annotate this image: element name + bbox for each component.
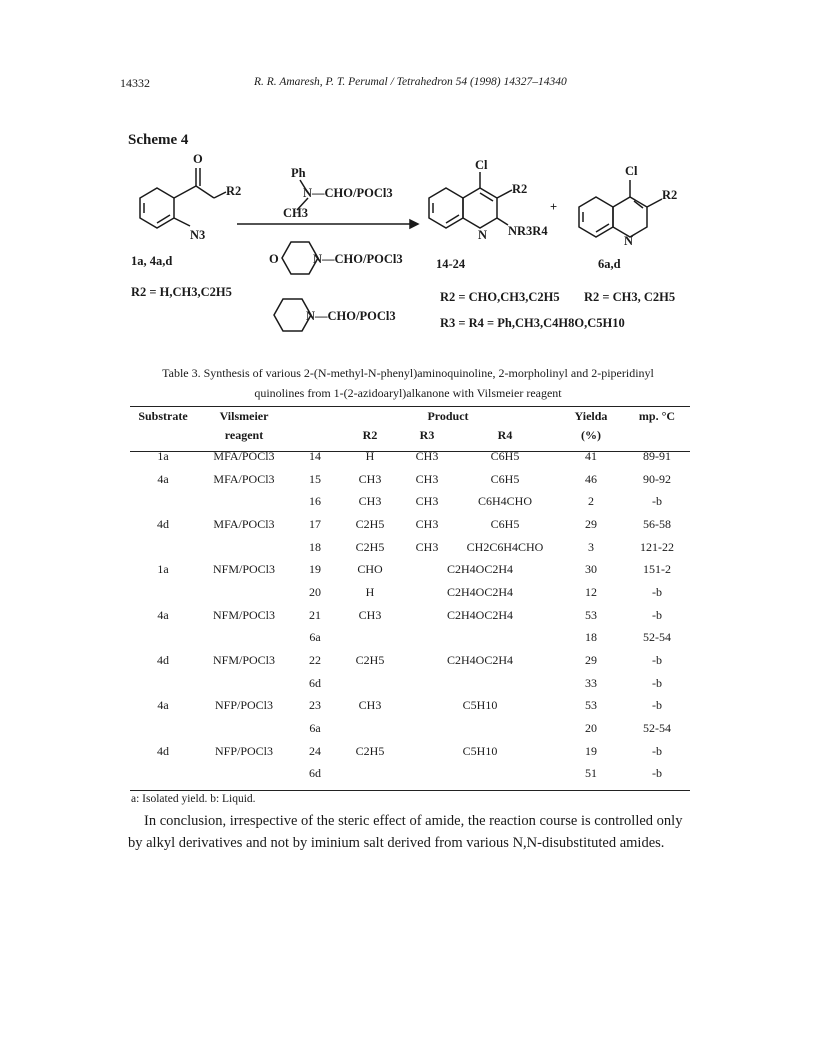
- table-cell-r2: H: [365, 448, 375, 463]
- table-cell-substrate: [130, 672, 196, 695]
- table-cell-r34: C5H10: [462, 698, 498, 713]
- table-row: [130, 536, 690, 559]
- table-cell-r2: CH3: [358, 698, 382, 713]
- start-r2-label: R2: [226, 184, 242, 198]
- table-cell-yield: 29: [585, 516, 597, 531]
- table-cell-r2: C2H5: [355, 516, 385, 531]
- table-cell-mp: -b: [652, 743, 662, 758]
- table-cell-r3: CH3: [415, 516, 439, 531]
- table-cell-no: 22: [309, 653, 321, 668]
- table-cell-r4: CH2C6H4CHO: [466, 539, 544, 554]
- r3-r4-definition: R3 = R4 = Ph,CH3,C4H8O,C5H10: [440, 316, 625, 330]
- table-cell-yield: 2: [588, 494, 594, 509]
- table-cell-r34: C5H10: [462, 743, 498, 758]
- table-row: [130, 513, 690, 536]
- table-cell-reagent: MFA/POCl3: [213, 448, 275, 463]
- product1-nitrogen-label: N: [478, 228, 488, 242]
- table-cell-r34: C2H4OC2H4: [446, 653, 513, 668]
- product2-r2-label: R2: [662, 188, 678, 202]
- product1-compound-label: 14-24: [436, 257, 466, 271]
- table-cell-no: 15: [309, 471, 321, 486]
- table-cell-substrate: 4a: [157, 698, 169, 713]
- table-cell-mp: 52-54: [643, 721, 671, 736]
- table-cell-mp: -b: [652, 494, 662, 509]
- table-cell-r2: [338, 763, 402, 786]
- table-cell-no: 18: [309, 539, 321, 554]
- reagent-mfa-label: N—CHO/POCl3: [303, 186, 393, 200]
- table-cell-reagent: NFP/POCl3: [214, 743, 274, 758]
- table-cell-yield: 3: [588, 539, 594, 554]
- table-cell-reagent: [196, 581, 292, 604]
- table-cell-substrate: 4a: [157, 607, 169, 622]
- header-yield: Yielda: [574, 409, 608, 423]
- header-r4: R4: [497, 428, 513, 442]
- header-mp: mp. °C: [638, 409, 676, 423]
- product1-chlorine-label: Cl: [475, 158, 488, 172]
- product2-nitrogen-label: N: [624, 234, 634, 248]
- table-cell-r34: C2H4OC2H4: [446, 607, 513, 622]
- header-reagent: reagent: [224, 428, 264, 442]
- running-head: R. R. Amaresh, P. T. Perumal / Tetrahedron 54 (1998) 14327–14340: [254, 76, 567, 88]
- table-cell-substrate: [130, 763, 196, 786]
- table-cell-r2: CH3: [358, 607, 382, 622]
- morpholine-oxygen-label: O: [269, 252, 279, 266]
- table-caption-line2: quinolines from 1-(2-azidoaryl)alkanone with Vilsmeier reagent: [254, 386, 562, 400]
- table-header-row-1: [130, 407, 690, 426]
- table-cell-yield: 29: [585, 653, 597, 668]
- table-cell-reagent: [196, 627, 292, 650]
- table-cell-mp: 56-58: [643, 516, 671, 531]
- table-cell-r4: C6H4CHO: [477, 494, 532, 509]
- table-cell-substrate: 4d: [157, 653, 169, 668]
- table-row: [130, 740, 690, 763]
- header-r3: R3: [419, 428, 435, 442]
- table-cell-no: 16: [309, 494, 321, 509]
- table-cell-no: 14: [309, 448, 321, 463]
- product2-chlorine-label: Cl: [625, 164, 638, 178]
- table-cell-r34: C2H4OC2H4: [446, 562, 513, 577]
- table-cell-substrate: [130, 717, 196, 740]
- table-cell-r4: C6H5: [490, 471, 520, 486]
- table-cell-no: 24: [309, 743, 321, 758]
- header-yield-unit: (%): [581, 428, 601, 442]
- table-cell-no: 6a: [309, 630, 321, 645]
- table-row: [130, 445, 690, 468]
- table-cell-yield: 53: [585, 607, 597, 622]
- table-cell-r2: C2H5: [355, 539, 385, 554]
- table-cell-yield: 18: [585, 630, 597, 645]
- table-cell-mp: 121-22: [640, 539, 674, 554]
- table-cell-no: 20: [309, 584, 321, 599]
- page-number: 14332: [120, 76, 150, 90]
- table-cell-mp: -b: [652, 653, 662, 668]
- table-row: [130, 717, 690, 740]
- start-benzene-ring: [140, 188, 174, 228]
- table-cell-no: 21: [309, 607, 321, 622]
- table-cell-r34: [402, 717, 558, 740]
- table-cell-no: 19: [309, 562, 321, 577]
- table-row: [130, 649, 690, 672]
- reagent-methyl-label: CH3: [283, 206, 308, 220]
- table-cell-reagent: NFP/POCl3: [214, 698, 274, 713]
- table-cell-no: 6d: [309, 766, 321, 781]
- table-cell-reagent: [196, 717, 292, 740]
- table-cell-mp: -b: [652, 675, 662, 690]
- table-cell-mp: -b: [652, 766, 662, 781]
- table-cell-yield: 12: [585, 584, 597, 599]
- table-cell-reagent: [196, 672, 292, 695]
- table-cell-yield: 41: [585, 448, 597, 463]
- table-cell-substrate: 1a: [157, 448, 169, 463]
- table-header-row-2: [130, 426, 690, 445]
- table-cell-yield: 53: [585, 698, 597, 713]
- table-cell-r3: CH3: [415, 539, 439, 554]
- table-cell-mp: -b: [652, 607, 662, 622]
- bond-carbonyl-alkyl: [196, 186, 214, 198]
- table-cell-yield: 33: [585, 675, 597, 690]
- table-row: [130, 763, 690, 786]
- table-cell-r2: CH3: [358, 471, 382, 486]
- table-footnote: a: Isolated yield. b: Liquid.: [131, 793, 256, 805]
- table-cell-r4: C6H5: [490, 516, 520, 531]
- table-cell-r2: H: [365, 584, 375, 599]
- table-3: [130, 407, 690, 785]
- table-cell-mp: 89-91: [643, 448, 671, 463]
- table-cell-substrate: [130, 581, 196, 604]
- table-cell-substrate: [130, 627, 196, 650]
- header-r2: R2: [362, 428, 378, 442]
- table-row: [130, 558, 690, 581]
- reagent-phenyl-label: Ph: [291, 166, 306, 180]
- bond-ring-carbonyl: [174, 186, 196, 198]
- table-cell-r34: [402, 672, 558, 695]
- table-cell-substrate: 1a: [157, 562, 169, 577]
- table-cell-r2: [338, 627, 402, 650]
- conclusion-line-2: by alkyl derivatives and not by iminium salt derived from various N,N-disubstituted amides.: [128, 835, 665, 851]
- table-cell-reagent: [196, 763, 292, 786]
- table-cell-no: 17: [309, 516, 321, 531]
- table-cell-yield: 51: [585, 766, 597, 781]
- table-cell-yield: 20: [585, 721, 597, 736]
- reagent-nfp-label: N—CHO/POCl3: [306, 309, 396, 323]
- table-cell-reagent: NFM/POCl3: [212, 607, 276, 622]
- conclusion-line-1: In conclusion, irrespective of the steric effect of amide, the reaction course is controlled only: [144, 813, 683, 829]
- table-cell-mp: -b: [652, 584, 662, 599]
- table-row: [130, 604, 690, 627]
- table-bottom-rule: [130, 790, 690, 791]
- table-cell-substrate: [130, 490, 196, 513]
- table-cell-r34: [402, 763, 558, 786]
- table-cell-yield: 19: [585, 743, 597, 758]
- header-substrate: Substrate: [138, 409, 188, 423]
- table-cell-substrate: 4d: [157, 516, 169, 531]
- bond-ring-azide: [174, 218, 190, 226]
- product1-r2-definition: R2 = CHO,CH3,C2H5: [440, 290, 560, 304]
- table-cell-substrate: 4a: [157, 471, 169, 486]
- table-cell-no: 6a: [309, 721, 321, 736]
- table-cell-r2: [338, 672, 402, 695]
- table-cell-reagent: MFA/POCl3: [213, 471, 275, 486]
- table-row: [130, 581, 690, 604]
- start-r2-definition: R2 = H,CH3,C2H5: [131, 285, 232, 299]
- table-cell-reagent: [196, 536, 292, 559]
- product-quinoline-1: [429, 172, 512, 228]
- product1-r2-label: R2: [512, 182, 528, 196]
- table-row: [130, 672, 690, 695]
- table-cell-reagent: NFM/POCl3: [212, 562, 276, 577]
- header-vilsmeier: Vilsmeier: [219, 409, 269, 423]
- header-product: Product: [427, 409, 469, 423]
- table-row: [130, 695, 690, 718]
- table-cell-r2: [338, 717, 402, 740]
- arrow-head: [410, 220, 418, 228]
- azide-label: N3: [190, 228, 206, 242]
- table-cell-r2: CHO: [357, 562, 383, 577]
- table-cell-reagent: [196, 490, 292, 513]
- table-row: [130, 468, 690, 491]
- product-quinoline-2: [579, 180, 662, 237]
- table-cell-yield: 46: [585, 471, 597, 486]
- carbonyl-oxygen-label: O: [193, 152, 203, 166]
- scheme-title: Scheme 4: [128, 132, 189, 148]
- table-cell-r3: CH3: [415, 448, 439, 463]
- table-cell-r3: CH3: [415, 471, 439, 486]
- table-cell-no: 23: [309, 698, 321, 713]
- table-cell-r3: CH3: [415, 494, 439, 509]
- table-cell-mp: 90-92: [643, 471, 671, 486]
- table-cell-yield: 30: [585, 562, 597, 577]
- product2-compound-label: 6a,d: [598, 257, 621, 271]
- table-cell-mp: 151-2: [643, 562, 671, 577]
- plus-sign: +: [550, 200, 558, 214]
- product1-nr3r4-label: NR3R4: [508, 224, 548, 238]
- reaction-scheme-drawing: [0, 0, 816, 345]
- table-cell-substrate: [130, 536, 196, 559]
- table-cell-reagent: NFM/POCl3: [212, 653, 276, 668]
- table-cell-reagent: MFA/POCl3: [213, 516, 275, 531]
- table-caption-line1: Table 3. Synthesis of various 2-(N-methyl-N-phenyl)aminoquinoline, 2-morpholinyl and 2-piperidinyl: [162, 366, 654, 380]
- table-cell-mp: 52-54: [643, 630, 671, 645]
- table-row: [130, 627, 690, 650]
- table-cell-r2: C2H5: [355, 653, 385, 668]
- start-compound-label: 1a, 4a,d: [131, 254, 173, 268]
- table-cell-no: 6d: [309, 675, 321, 690]
- table-cell-mp: -b: [652, 698, 662, 713]
- product2-r2-definition: R2 = CH3, C2H5: [584, 290, 676, 304]
- table-cell-r34: [402, 627, 558, 650]
- table-cell-r34: C2H4OC2H4: [446, 584, 513, 599]
- table-cell-r4: C6H5: [490, 448, 520, 463]
- table-cell-r2: CH3: [358, 494, 382, 509]
- table-cell-r2: C2H5: [355, 743, 385, 758]
- table-row: [130, 490, 690, 513]
- table-cell-substrate: 4d: [157, 743, 169, 758]
- reagent-nfm-label: N—CHO/POCl3: [313, 252, 403, 266]
